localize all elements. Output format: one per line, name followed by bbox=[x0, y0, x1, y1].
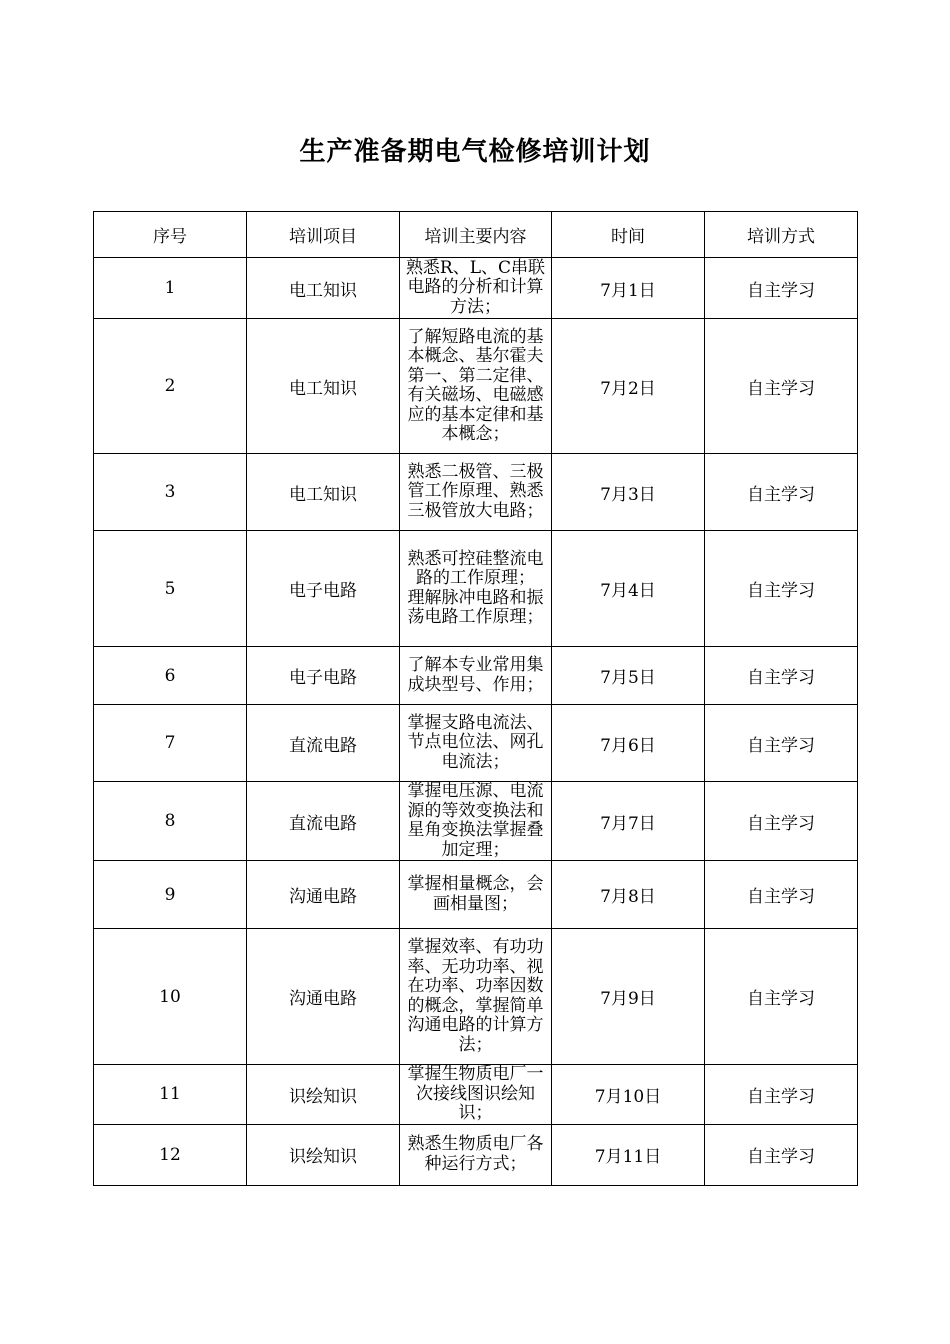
cell-no: 7 bbox=[94, 705, 247, 782]
header-date: 时间 bbox=[552, 212, 705, 258]
cell-content: 掌握生物质电厂一次接线图识绘知识； bbox=[400, 1065, 552, 1125]
cell-item: 电工知识 bbox=[247, 258, 400, 319]
cell-content: 掌握电压源、电流源的等效变换法和星角变换法掌握叠加定理； bbox=[400, 782, 552, 861]
cell-content: 了解本专业常用集成块型号、作用； bbox=[400, 647, 552, 705]
cell-item: 直流电路 bbox=[247, 782, 400, 861]
cell-content: 熟悉生物质电厂各种运行方式； bbox=[400, 1124, 552, 1185]
cell-content: 熟悉二极管、三极管工作原理、熟悉三极管放大电路； bbox=[400, 454, 552, 531]
cell-method: 自主学习 bbox=[705, 258, 858, 319]
cell-date: 7月8日 bbox=[552, 861, 705, 929]
cell-date: 7月4日 bbox=[552, 531, 705, 647]
cell-no: 11 bbox=[94, 1065, 247, 1125]
cell-no: 5 bbox=[94, 531, 247, 647]
cell-item: 电工知识 bbox=[247, 454, 400, 531]
cell-no: 6 bbox=[94, 647, 247, 705]
cell-no: 3 bbox=[94, 454, 247, 531]
cell-date: 7月11日 bbox=[552, 1124, 705, 1185]
cell-no: 1 bbox=[94, 258, 247, 319]
cell-date: 7月2日 bbox=[552, 319, 705, 454]
cell-content: 了解短路电流的基本概念、基尔霍夫第一、第二定律、有关磁场、电磁感应的基本定律和基本概念； bbox=[400, 319, 552, 454]
cell-date: 7月6日 bbox=[552, 705, 705, 782]
table-row bbox=[94, 531, 858, 647]
table-row bbox=[94, 1065, 858, 1125]
table-row bbox=[94, 454, 858, 531]
cell-method: 自主学习 bbox=[705, 531, 858, 647]
table-row bbox=[94, 258, 858, 319]
cell-no: 2 bbox=[94, 319, 247, 454]
cell-method: 自主学习 bbox=[705, 647, 858, 705]
table-header-row bbox=[94, 212, 858, 258]
cell-item: 识绘知识 bbox=[247, 1065, 400, 1125]
cell-date: 7月10日 bbox=[552, 1065, 705, 1125]
cell-method: 自主学习 bbox=[705, 1124, 858, 1185]
cell-item: 电子电路 bbox=[247, 531, 400, 647]
cell-method: 自主学习 bbox=[705, 705, 858, 782]
table-row bbox=[94, 647, 858, 705]
training-plan-table bbox=[93, 211, 858, 1186]
cell-method: 自主学习 bbox=[705, 1065, 858, 1125]
cell-date: 7月3日 bbox=[552, 454, 705, 531]
document-title: 生产准备期电气检修培训计划 bbox=[299, 137, 651, 167]
cell-date: 7月1日 bbox=[552, 258, 705, 319]
cell-no: 9 bbox=[94, 861, 247, 929]
cell-item: 沟通电路 bbox=[247, 861, 400, 929]
header-item: 培训项目 bbox=[247, 212, 400, 258]
cell-item: 直流电路 bbox=[247, 705, 400, 782]
table-row bbox=[94, 929, 858, 1065]
cell-content: 掌握支路电流法、节点电位法、网孔电流法； bbox=[400, 705, 552, 782]
cell-item: 识绘知识 bbox=[247, 1124, 400, 1185]
header-content: 培训主要内容 bbox=[400, 212, 552, 258]
cell-content: 熟悉可控硅整流电路的工作原理； 理解脉冲电路和振荡电路工作原理； bbox=[400, 531, 552, 647]
header-method: 培训方式 bbox=[705, 212, 858, 258]
cell-no: 12 bbox=[94, 1124, 247, 1185]
cell-date: 7月7日 bbox=[552, 782, 705, 861]
table-row bbox=[94, 319, 858, 454]
cell-method: 自主学习 bbox=[705, 929, 858, 1065]
table-row bbox=[94, 1124, 858, 1185]
table-row bbox=[94, 705, 858, 782]
cell-no: 10 bbox=[94, 929, 247, 1065]
cell-method: 自主学习 bbox=[705, 861, 858, 929]
cell-item: 沟通电路 bbox=[247, 929, 400, 1065]
cell-date: 7月5日 bbox=[552, 647, 705, 705]
cell-method: 自主学习 bbox=[705, 782, 858, 861]
cell-no: 8 bbox=[94, 782, 247, 861]
table-row bbox=[94, 782, 858, 861]
table-row bbox=[94, 861, 858, 929]
header-no: 序号 bbox=[94, 212, 247, 258]
cell-date: 7月9日 bbox=[552, 929, 705, 1065]
cell-method: 自主学习 bbox=[705, 454, 858, 531]
cell-item: 电工知识 bbox=[247, 319, 400, 454]
cell-content: 熟悉R、L、C串联电路的分析和计算方法； bbox=[400, 258, 552, 319]
cell-method: 自主学习 bbox=[705, 319, 858, 454]
cell-content: 掌握相量概念，会画相量图； bbox=[400, 861, 552, 929]
cell-content: 掌握效率、有功功率、无功功率、视在功率、功率因数的概念，掌握简单沟通电路的计算方法； bbox=[400, 929, 552, 1065]
cell-item: 电子电路 bbox=[247, 647, 400, 705]
